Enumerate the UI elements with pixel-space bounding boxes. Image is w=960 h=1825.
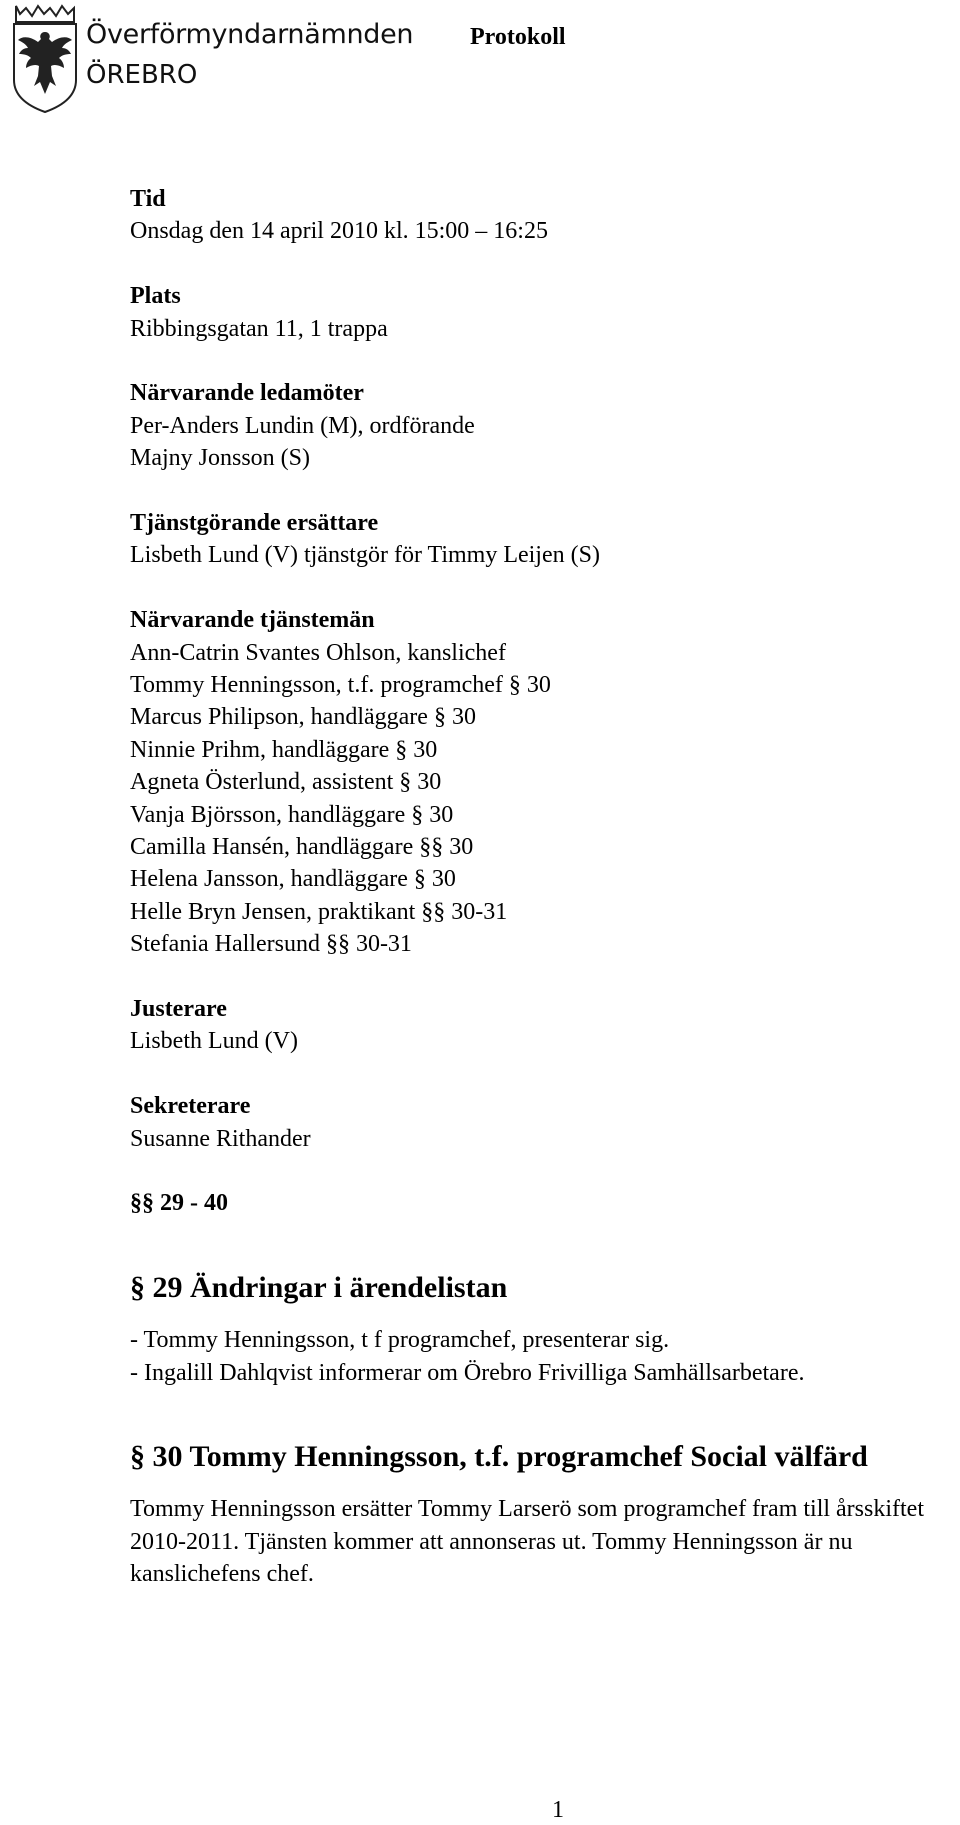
official-item: Ninnie Prihm, handläggare § 30 xyxy=(130,736,438,763)
official-item: Vanja Björsson, handläggare § 30 xyxy=(130,801,454,828)
official-item: Helle Bryn Jensen, praktikant §§ 30-31 xyxy=(130,898,508,925)
substitutes-heading: Tjänstgörande ersättare xyxy=(130,510,379,537)
official-item: Camilla Hansén, handläggare §§ 30 xyxy=(130,834,474,861)
time-value: Onsdag den 14 april 2010 kl. 15:00 – 16:25 xyxy=(130,218,548,245)
adjuster-value: Lisbeth Lund (V) xyxy=(130,1028,298,1055)
page-number: 1 xyxy=(552,1797,564,1823)
official-item: Marcus Philipson, handläggare § 30 xyxy=(130,704,476,731)
document-type: Protokoll xyxy=(470,24,566,50)
organization-name: Överförmyndarnämnden xyxy=(86,19,414,50)
adjuster-heading: Justerare xyxy=(130,996,227,1023)
section-29-heading: § 29 Ändringar i ärendelistan xyxy=(130,1271,508,1305)
members-heading: Närvarande ledamöter xyxy=(130,380,364,407)
organization-logo xyxy=(8,2,414,114)
section-29-line: - Tommy Henningsson, t f programchef, presenterar sig. xyxy=(130,1327,670,1354)
official-item: Agneta Österlund, assistent § 30 xyxy=(130,769,442,796)
time-heading: Tid xyxy=(130,186,166,212)
official-item: Tommy Henningsson, t.f. programchef § 30 xyxy=(130,672,551,699)
section-30-text: Tommy Henningsson ersätter Tommy Larserö som programchef fram till årsskiftet 2010-2011. Tjänsten kommer att annonseras ut. Tommy Henningsson är nu kanslichefens chef. xyxy=(130,1496,925,1588)
official-item: Stefania Hallersund §§ 30-31 xyxy=(130,931,412,958)
secretary-value: Susanne Rithander xyxy=(130,1125,311,1152)
substitute-item: Lisbeth Lund (V) tjänstgör för Timmy Leijen (S) xyxy=(130,542,600,569)
member-item: Majny Jonsson (S) xyxy=(130,445,311,472)
officials-heading: Närvarande tjänstemän xyxy=(130,607,375,634)
protocol-body xyxy=(130,183,950,1591)
paragraph-range: §§ 29 - 40 xyxy=(130,1190,228,1217)
official-item: Helena Jansson, handläggare § 30 xyxy=(130,866,456,893)
section-30-heading: § 30 Tommy Henningsson, t.f. programchef Social välfärd xyxy=(130,1440,868,1474)
place-value: Ribbingsgatan 11, 1 trappa xyxy=(130,315,388,342)
coat-of-arms-icon xyxy=(8,2,82,114)
place-heading: Plats xyxy=(130,283,181,310)
section-29-line: - Ingalill Dahlqvist informerar om Örebro Frivilliga Samhällsarbetare. xyxy=(130,1359,805,1386)
organization-city: ÖREBRO xyxy=(86,60,198,90)
secretary-heading: Sekreterare xyxy=(130,1093,251,1120)
official-item: Ann-Catrin Svantes Ohlson, kanslichef xyxy=(130,639,506,666)
member-item: Per-Anders Lundin (M), ordförande xyxy=(130,412,475,439)
